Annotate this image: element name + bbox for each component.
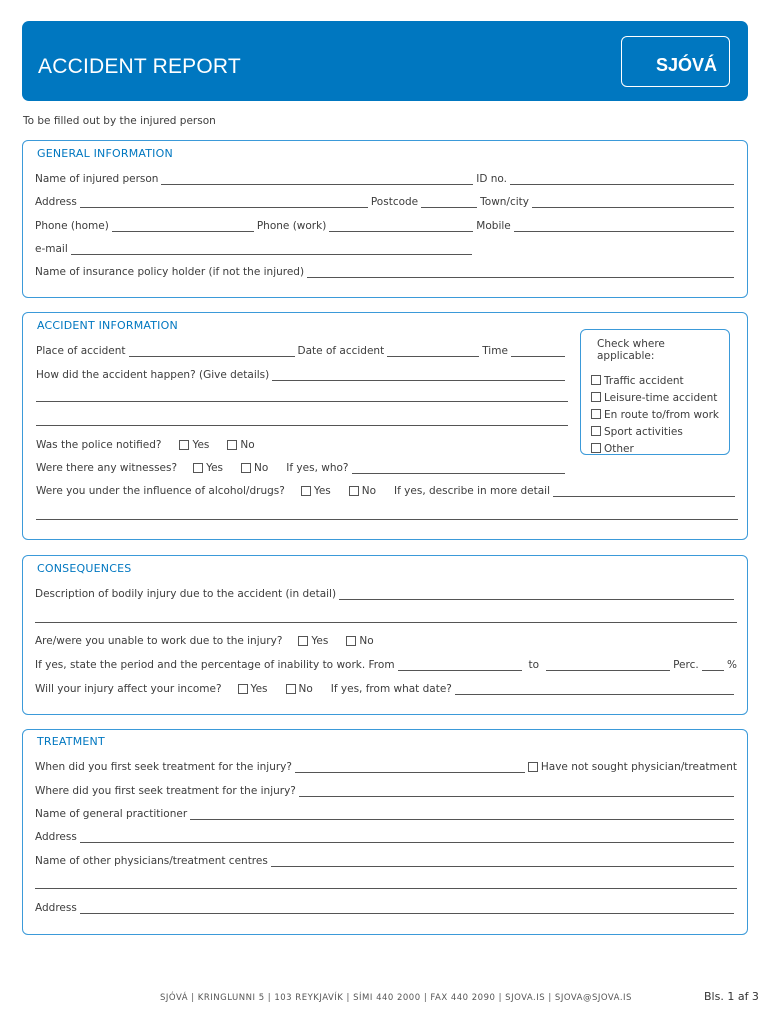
yes-label: Yes bbox=[311, 635, 329, 647]
no-label: No bbox=[361, 485, 377, 497]
phone-home-label: Phone (home) bbox=[35, 220, 109, 232]
applicable-label: Sport activities bbox=[604, 425, 683, 438]
alcohol-no-checkbox[interactable] bbox=[349, 486, 359, 496]
consequences-section bbox=[22, 555, 748, 715]
describe-label: If yes, describe in more detail bbox=[394, 485, 551, 497]
yes-label: Yes bbox=[206, 462, 224, 474]
date-field[interactable] bbox=[387, 347, 479, 357]
where-treatment-label: Where did you first seek treatment for the injury? bbox=[35, 785, 296, 797]
not-sought-checkbox[interactable] bbox=[528, 762, 538, 772]
applicable-label: Other bbox=[604, 442, 634, 455]
first-treatment-label: When did you first seek treatment for the injury? bbox=[35, 761, 292, 773]
yes-label: Yes bbox=[192, 439, 210, 451]
phone-home-field[interactable] bbox=[112, 222, 254, 232]
first-treatment-field[interactable] bbox=[295, 763, 525, 773]
email-label: e-mail bbox=[35, 243, 68, 255]
place-label: Place of accident bbox=[36, 345, 126, 357]
income-label: Will your injury affect your income? bbox=[35, 683, 222, 695]
other-checkbox[interactable] bbox=[591, 443, 601, 453]
name-label: Name of injured person bbox=[35, 173, 159, 185]
page-title: ACCIDENT REPORT bbox=[38, 55, 241, 78]
period-to-field[interactable] bbox=[546, 661, 670, 671]
from-date-field[interactable] bbox=[455, 685, 734, 695]
if-who-label: If yes, who? bbox=[286, 462, 349, 474]
id-field[interactable] bbox=[510, 175, 734, 185]
how-field-line-3[interactable] bbox=[36, 425, 568, 426]
from-date-label: If yes, from what date? bbox=[330, 683, 452, 695]
police-no-checkbox[interactable] bbox=[227, 440, 237, 450]
other-physicians-line-2[interactable] bbox=[35, 888, 737, 889]
email-field[interactable] bbox=[71, 245, 472, 255]
unable-no-checkbox[interactable] bbox=[346, 636, 356, 646]
mobile-field[interactable] bbox=[514, 222, 734, 232]
header-banner bbox=[22, 21, 748, 101]
other-physicians-field[interactable] bbox=[271, 857, 734, 867]
other-address-field[interactable] bbox=[80, 904, 734, 914]
time-field[interactable] bbox=[511, 347, 565, 357]
witnesses-no-checkbox[interactable] bbox=[241, 463, 251, 473]
page-number: Bls. 1 af 3 bbox=[704, 990, 759, 1003]
logo-text: SJÓVÁ bbox=[655, 55, 717, 75]
yes-label: Yes bbox=[250, 683, 268, 695]
yes-label: Yes bbox=[313, 485, 331, 497]
how-field[interactable] bbox=[272, 371, 565, 381]
id-label: ID no. bbox=[476, 173, 507, 185]
applicable-label: Traffic accident bbox=[604, 374, 684, 387]
name-field[interactable] bbox=[161, 175, 473, 185]
section-title: CONSEQUENCES bbox=[37, 562, 132, 575]
police-yes-checkbox[interactable] bbox=[179, 440, 189, 450]
percentage-label: Perc. bbox=[673, 659, 699, 671]
income-no-checkbox[interactable] bbox=[286, 684, 296, 694]
percentage-field[interactable] bbox=[702, 661, 724, 671]
date-label: Date of accident bbox=[297, 345, 385, 357]
other-physicians-label: Name of other physicians/treatment centres bbox=[35, 855, 268, 867]
place-field[interactable] bbox=[129, 347, 295, 357]
time-label: Time bbox=[482, 345, 508, 357]
describe-field-line-2[interactable] bbox=[36, 519, 738, 520]
describe-field[interactable] bbox=[553, 487, 735, 497]
mobile-label: Mobile bbox=[476, 220, 511, 232]
no-label: No bbox=[240, 439, 255, 451]
alcohol-label: Were you under the influence of alcohol/drugs? bbox=[36, 485, 285, 497]
no-label: No bbox=[298, 683, 313, 695]
address-field[interactable] bbox=[80, 198, 368, 208]
other-address-label: Address bbox=[35, 902, 77, 914]
gp-field[interactable] bbox=[190, 810, 734, 820]
applicable-label: En route to/from work bbox=[604, 408, 719, 421]
gp-address-field[interactable] bbox=[80, 833, 734, 843]
en-route-checkbox[interactable] bbox=[591, 409, 601, 419]
sport-activities-checkbox[interactable] bbox=[591, 426, 601, 436]
unable-to-work-label: Are/were you unable to work due to the injury? bbox=[35, 635, 283, 647]
gp-label: Name of general practitioner bbox=[35, 808, 188, 820]
how-field-line-2[interactable] bbox=[36, 401, 568, 402]
no-label: No bbox=[359, 635, 374, 647]
period-label: If yes, state the period and the percentage of inability to work. From bbox=[35, 659, 395, 671]
treatment-section bbox=[22, 729, 748, 935]
witnesses-label: Were there any witnesses? bbox=[36, 462, 178, 474]
section-title: ACCIDENT INFORMATION bbox=[37, 319, 178, 332]
accident-information-section bbox=[22, 312, 748, 540]
percent-sign: % bbox=[727, 659, 737, 671]
leisure-accident-checkbox[interactable] bbox=[591, 392, 601, 402]
witnesses-field[interactable] bbox=[352, 464, 566, 474]
phone-work-label: Phone (work) bbox=[256, 220, 327, 232]
check-applicable-box bbox=[580, 329, 730, 455]
footer-contact: SJÓVÁ | KRINGLUNNI 5 | 103 REYKJAVÍK | SÍMI 440 2000 | FAX 440 2090 | SJOVA.IS | SJOVA@SJOVA.IS bbox=[160, 993, 632, 1003]
police-label: Was the police notified? bbox=[36, 439, 162, 451]
general-information-section bbox=[22, 140, 748, 298]
policy-holder-field[interactable] bbox=[307, 268, 734, 278]
gp-address-label: Address bbox=[35, 831, 77, 843]
company-logo bbox=[621, 36, 730, 87]
policy-holder-label: Name of insurance policy holder (if not the injured) bbox=[35, 266, 305, 278]
address-label: Address bbox=[35, 196, 77, 208]
intro-text: To be filled out by the injured person bbox=[23, 115, 216, 127]
traffic-accident-checkbox[interactable] bbox=[591, 375, 601, 385]
injury-description-label: Description of bodily injury due to the accident (in detail) bbox=[35, 588, 337, 600]
not-sought-label: Have not sought physician/treatment bbox=[540, 761, 737, 773]
to-label: to bbox=[528, 659, 540, 671]
postcode-label: Postcode bbox=[370, 196, 419, 208]
alcohol-yes-checkbox[interactable] bbox=[301, 486, 311, 496]
where-treatment-field[interactable] bbox=[299, 787, 734, 797]
no-label: No bbox=[254, 462, 269, 474]
period-from-field[interactable] bbox=[398, 661, 522, 671]
town-label: Town/city bbox=[480, 196, 529, 208]
postcode-field[interactable] bbox=[421, 198, 477, 208]
income-yes-checkbox[interactable] bbox=[238, 684, 248, 694]
check-applicable-title: Check where applicable: bbox=[597, 338, 665, 362]
section-title: GENERAL INFORMATION bbox=[37, 147, 173, 160]
town-field[interactable] bbox=[532, 198, 734, 208]
injury-description-line-2[interactable] bbox=[35, 622, 737, 623]
how-label: How did the accident happen? (Give details) bbox=[36, 369, 270, 381]
witnesses-yes-checkbox[interactable] bbox=[193, 463, 203, 473]
applicable-label: Leisure-time accident bbox=[604, 391, 718, 404]
phone-work-field[interactable] bbox=[329, 222, 473, 232]
injury-description-field[interactable] bbox=[339, 590, 734, 600]
section-title: TREATMENT bbox=[37, 735, 105, 748]
unable-yes-checkbox[interactable] bbox=[298, 636, 308, 646]
